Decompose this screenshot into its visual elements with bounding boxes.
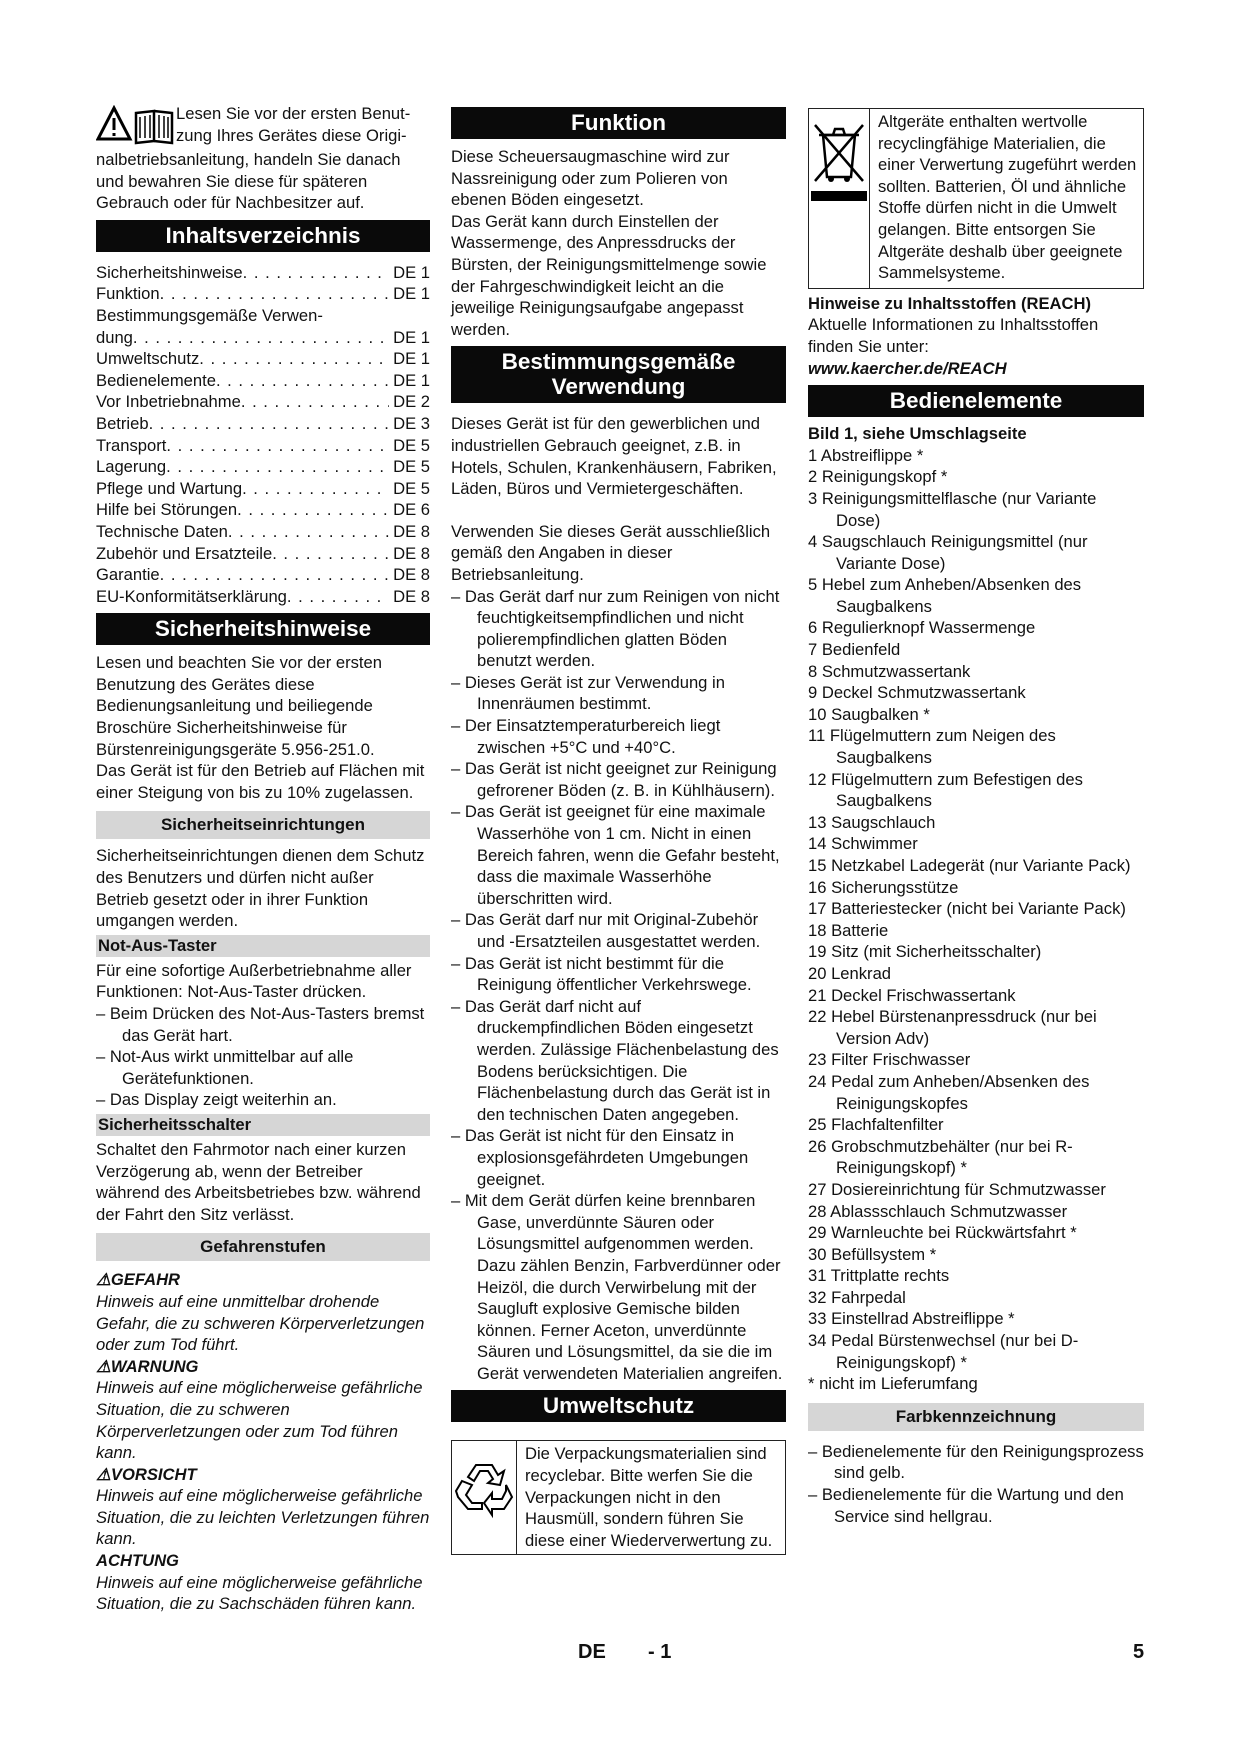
hazard-title: VORSICHT (110, 1464, 197, 1484)
control-item: 33 Einstellrad Abstreiflippe * (808, 1309, 1015, 1329)
controls-figure-ref: Bild 1, siehe Umschlagseite (808, 424, 1027, 444)
safety-paragraph-2: Das Gerät ist für den Betrieb auf Flächen mit einer Steigung von bis zu 10% zugelassen. (96, 761, 425, 802)
toc-dot-leader (287, 586, 389, 608)
toc-entry-page: DE 6 (393, 500, 430, 520)
toc-dot-leader (237, 499, 389, 521)
list-item: – Das Gerät ist nicht geeignet zur Reinigung gefrorener Böden (z. B. in Kühlhäusern). (451, 759, 777, 800)
control-item: 4 Saugschlauch Reinigungsmittel (nur Variante Dose) (808, 532, 1088, 573)
toc-entry-label: Bedienelemente (96, 370, 216, 390)
hazard-title: ACHTUNG (96, 1551, 179, 1571)
control-item: 13 Saugschlauch (808, 812, 936, 832)
function-paragraph-1: Diese Scheuersaugmaschine wird zur Nassreinigung oder zum Polieren von ebenen Böden eingesetzt. (451, 147, 730, 210)
safety-paragraph-1: Lesen und beachten Sie vor der ersten Benutzung des Gerätes diese Bedienungsanleitung und beiliegende Broschüre Sicherheitshinweise für Bürstenreinigungsgeräte 5.956-251.0. (96, 653, 382, 759)
toc-dot-leader (166, 456, 389, 478)
toc-entry[interactable] (96, 521, 430, 543)
control-item: 17 Batteriestecker (nicht bei Variante Pack) (808, 899, 1126, 919)
toc-entry-page: DE 1 (393, 349, 430, 369)
environment-heading: Umweltschutz (451, 1390, 786, 1422)
control-item: 8 Schmutzwassertank (808, 661, 971, 681)
footer-language: DE (578, 1641, 606, 1663)
control-item: 16 Sicherungsstütze (808, 877, 959, 897)
crossed-bin-icon (809, 119, 869, 203)
hazard-title: WARNUNG (110, 1356, 199, 1376)
safety-switch-heading: Sicherheitsschalter (96, 1114, 430, 1136)
toc-entry-page: DE 8 (393, 565, 430, 585)
hazard-levels-heading: Gefahrenstufen (96, 1233, 430, 1261)
intro-icons (96, 105, 176, 149)
list-item: – Das Gerät ist nicht für den Einsatz in explosionsgefährdeten Umgebungen geeignet. (451, 1126, 749, 1189)
control-item: 21 Deckel Frischwassertank (808, 985, 1016, 1005)
toc-dot-leader (166, 435, 389, 457)
intended-use-heading-line-2: Verwendung (551, 374, 686, 400)
toc-dot-leader (160, 564, 389, 586)
warning-triangle-icon: ⚠ (96, 1464, 111, 1484)
control-item: 32 Fahrpedal (808, 1287, 906, 1307)
list-item: – Das Gerät ist nicht bestimmt für die Reinigung öffentlicher Verkehrswege. (451, 953, 752, 995)
toc-entry-label: Betrieb (96, 413, 149, 433)
toc-entry-label: Umweltschutz (96, 349, 200, 369)
reach-text: Aktuelle Informationen zu Inhaltsstoffen finden Sie unter: (808, 315, 1099, 356)
control-item: 12 Flügelmuttern zum Befestigen des Saugbalkens (808, 769, 1083, 811)
hazard-title: GEFAHR (110, 1270, 181, 1290)
toc-entry-page: DE 1 (393, 370, 430, 390)
footer-page-number: 5 (1133, 1641, 1145, 1663)
hazard-text: Hinweis auf eine unmittelbar drohende Gefahr, die zu schweren Körperverletzungen oder zum Tod führt. (96, 1291, 425, 1355)
control-item: 20 Lenkrad (808, 963, 892, 983)
weee-icon-cell (809, 109, 870, 288)
color-coding-heading: Farbkennzeichnung (808, 1403, 1144, 1431)
toc-entry[interactable] (96, 564, 430, 586)
toc-entry-page: DE 5 (393, 435, 430, 455)
toc-entry-page: DE 5 (393, 457, 430, 477)
old-devices-text: Altgeräte enthalten wertvolle recyclingfähige Materialien, die einer Verwertung zugeführt werden sollten. Batterien, Öl und ähnliche Stoffe dürfen nicht in die Umwelt gelangen. Bitte entsorgen Sie Altgeräte deshalb über geeignete Sammelsysteme. (878, 112, 1137, 283)
toc-entry[interactable] (96, 370, 430, 392)
hazard-text: Hinweis auf eine möglicherweise gefährliche Situation, die zu schweren Körperverletzungen oder zum Tod führen kann. (96, 1378, 423, 1463)
list-item: – Das Gerät darf nur mit Original-Zubehör und -Ersatzteilen ausgestattet werden. (451, 910, 761, 951)
intended-use-heading (451, 346, 786, 403)
control-item: 5 Hebel zum Anheben/Absenken des Saugbalkens (808, 575, 1082, 616)
toc-entry[interactable] (96, 262, 430, 284)
toc-entry-label: Bestimmungsgemäße Verwen- (96, 305, 323, 325)
toc-entry-page: DE 1 (393, 327, 430, 347)
toc-entry-page: DE 3 (393, 413, 430, 433)
control-item: 7 Bedienfeld (808, 640, 901, 660)
control-item: 3 Reinigungsmittelflasche (nur Variante Dose) (808, 488, 1097, 530)
control-item: 6 Regulierknopf Wassermenge (808, 618, 1036, 638)
toc-entry[interactable] (96, 543, 430, 565)
control-item: 26 Grobschmutzbehälter (nur bei R-Reinigungskopf) * (808, 1136, 1073, 1178)
control-item: 22 Hebel Bürstenanpressdruck (nur bei Version Adv) (808, 1007, 1097, 1048)
intended-use-paragraph-1: Dieses Gerät ist für den gewerblichen und industriellen Gebrauch geeignet, z.B. in Hotels, Schulen, Krankenhäusern, Fabriken, Läden, Büros und Vermietergeschäften. (451, 414, 777, 499)
toc-entry-page: DE 1 (393, 262, 430, 282)
toc-entry-label: Hilfe bei Störungen (96, 500, 238, 520)
function-paragraph-2: Das Gerät kann durch Einstellen der Wassermenge, des Anpressdrucks der Bürsten, der Reinigungsmittelmenge sowie der Fahrgeschwindigkeit leicht an die jeweilige Reinigungsaufgabe angepasst werden. (451, 211, 767, 339)
toc-entry-page: DE 2 (393, 392, 430, 412)
color-coding-item-1: – Bedienelemente für den Reinigungsprozess sind gelb. (808, 1441, 1144, 1483)
toc-entry-page: DE 1 (393, 284, 430, 304)
toc-dot-leader (149, 413, 390, 435)
color-coding-item-2: – Bedienelemente für die Wartung und den Service sind hellgrau. (808, 1485, 1124, 1526)
toc-heading: Inhaltsverzeichnis (96, 220, 430, 252)
toc-entry[interactable] (96, 348, 430, 370)
toc-dot-leader (241, 391, 389, 413)
hazard-level-caution (96, 1464, 430, 1550)
toc-dot-leader (216, 370, 389, 392)
control-item: 9 Deckel Schmutzwassertank (808, 683, 1026, 703)
toc-entry-page: DE 8 (393, 586, 430, 606)
function-heading: Funktion (451, 107, 786, 139)
old-devices-box (808, 108, 1144, 289)
control-item: 14 Schwimmer (808, 834, 918, 854)
list-item: – Das Gerät darf nur zum Reinigen von nicht feuchtigkeitsempfindlichen und nicht polierempfindlichen glatten Böden benutzt werden. (451, 586, 780, 671)
toc-entry[interactable] (96, 499, 430, 521)
toc-entry-label: Technische Daten (96, 521, 228, 541)
estop-item-3: – Das Display zeigt weiterhin an. (96, 1090, 337, 1110)
toc-entry[interactable] (96, 586, 430, 608)
control-item: 27 Dosiereinrichtung für Schmutzwasser (808, 1179, 1106, 1199)
control-item: 34 Pedal Bürstenwechsel (nur bei D-Reinigungskopf) * (808, 1331, 1079, 1372)
control-item: 11 Flügelmuttern zum Neigen des Saugbalkens (808, 726, 1056, 768)
toc-dot-leader (160, 283, 389, 305)
list-item: – Dieses Gerät ist zur Verwendung in Innenräumen bestimmt. (451, 672, 725, 714)
estop-item-2: – Not-Aus wirkt unmittelbar auf alle Gerätefunktionen. (96, 1047, 354, 1088)
list-item: – Der Einsatztemperaturbereich liegt zwischen +5°C und +40°C. (451, 716, 721, 757)
recycling-icon-cell (452, 1441, 517, 1554)
controls-list (808, 445, 1144, 1374)
warning-triangle-icon: ⚠ (96, 1270, 111, 1290)
control-item: 31 Trittplatte rechts (808, 1266, 950, 1286)
recycling-icon (452, 1457, 516, 1521)
control-item: 24 Pedal zum Anheben/Absenken des Reinigungskopfes (808, 1071, 1090, 1113)
control-item: 1 Abstreiflippe * (808, 445, 924, 465)
warning-and-manual-icon (96, 105, 176, 145)
warning-triangle-icon: ⚠ (96, 1356, 111, 1376)
toc-entry-label: dung (96, 327, 133, 347)
hazard-text: Hinweis auf eine möglicherweise gefährliche Situation, die zu Sachschäden führen kann. (96, 1572, 423, 1614)
list-item: – Das Gerät ist geeignet für eine maximale Wasserhöhe von 1 cm. Nicht in einen Bereich fahren, wenn die Gefahr besteht, dass die maximale Wasserhöhe überschritten wird. (451, 802, 780, 908)
safety-devices-heading: Sicherheitseinrichtungen (96, 811, 430, 839)
hazard-level-danger (96, 1269, 430, 1355)
control-item: 28 Ablassschlauch Schmutzwasser (808, 1201, 1068, 1221)
estop-heading: Not-Aus-Taster (96, 935, 430, 957)
toc-entry[interactable] (96, 478, 430, 500)
column-left (96, 103, 430, 1615)
packaging-text: Die Verpackungsmaterialien sind recyclebar. Bitte werfen Sie die Verpackungen nicht in den Hausmüll, sondern führen Sie diese einer Wiederverwertung zu. (525, 1444, 773, 1550)
safety-switch-text: Schaltet den Fahrmotor nach einer kurzen Verzögerung ab, wenn der Betreiber während des Arbeitsbetriebes bzw. während der Fahrt den Sitz verlässt. (96, 1139, 421, 1224)
toc-dot-leader (228, 521, 389, 543)
hazard-level-warning (96, 1356, 430, 1464)
control-item: 23 Filter Frischwasser (808, 1050, 971, 1070)
safety-devices-text: Sicherheitseinrichtungen dienen dem Schutz des Benutzers und dürfen nicht außer Betrieb gesetzt oder in ihrer Funktion umgangen werden. (96, 846, 425, 931)
toc-dot-leader (199, 348, 389, 370)
toc-entry-label: Funktion (96, 284, 160, 304)
reach-link[interactable]: www.kaercher.de/REACH (808, 358, 1007, 378)
hazard-level-attention (96, 1550, 430, 1615)
toc-entry-label: Zubehör und Ersatzteile (96, 543, 273, 563)
intro-line-2: zung Ihres Gerätes diese Origi- (176, 125, 407, 145)
toc-entry[interactable] (96, 435, 430, 457)
toc-entry[interactable] (96, 456, 430, 478)
intended-use-heading-line-1: Bestimmungsgemäße (501, 349, 736, 375)
column-right (808, 108, 1144, 1527)
control-item: 19 Sitz (mit Sicherheitsschalter) (808, 942, 1042, 962)
controls-heading: Bedienelemente (808, 385, 1144, 417)
control-item: 2 Reinigungskopf * (808, 467, 948, 487)
toc-entry-label: Sicherheitshinweise (96, 262, 243, 282)
toc-entry[interactable] (96, 413, 430, 435)
toc-entry-page: DE 5 (393, 478, 430, 498)
toc-entry[interactable] (96, 327, 430, 349)
reach-heading: Hinweise zu Inhaltsstoffen (REACH) (808, 293, 1092, 313)
toc-dot-leader (243, 262, 389, 284)
control-item: 15 Netzkabel Ladegerät (nur Variante Pack) (808, 856, 1131, 875)
toc-entry[interactable] (96, 391, 430, 413)
controls-footnote: * nicht im Lieferumfang (808, 1374, 978, 1394)
toc-entry[interactable] (96, 305, 430, 327)
intro-rest: nalbetriebsanleitung, handeln Sie danach und bewahren Sie diese für späteren Gebrauch oder für Nachbesitzer auf. (96, 150, 401, 213)
control-item: 30 Befüllsystem * (808, 1244, 937, 1264)
list-item: – Mit dem Gerät dürfen keine brennbaren Gase, unverdünnte Säuren oder Lösungsmittel aufgenommen werden. Dazu zählen Benzin, Farbverdünner oder Heizöl, die durch Verwirbelung mit der Saugluft explosive Gemische bilden können. Ferner Aceton, unverdünnte Säuren und Lösungsmittel, da sie die im Gerät verwendeten Materialien angreifen. (451, 1191, 783, 1383)
packaging-recycling-box (451, 1440, 786, 1555)
toc-entry[interactable] (96, 283, 430, 305)
intended-use-list (451, 586, 786, 1385)
intro-line-1: Lesen Sie vor der ersten Benut- (176, 104, 411, 123)
intro-block (96, 103, 430, 214)
list-item: – Das Gerät darf nicht auf druckempfindlichen Böden eingesetzt werden. Zulässige Flächenbelastung des Bodens berücksichtigen. Die Flächenbelastung durch das Gerät ist in den technischen Daten angegeben. (451, 996, 779, 1124)
toc-dot-leader (272, 543, 389, 565)
toc-dot-leader (133, 327, 389, 349)
estop-text: Für eine sofortige Außerbetriebnahme aller Funktionen: Not-Aus-Taster drücken. (96, 960, 412, 1002)
toc-entry-label: Lagerung (96, 457, 167, 477)
hazard-text: Hinweis auf eine möglicherweise gefährliche Situation, die zu leichten Verletzungen führen kann. (96, 1486, 430, 1549)
toc-entry-label: Pflege und Wartung (96, 478, 243, 498)
toc-dot-leader (242, 478, 389, 500)
toc-entry-page: DE 8 (393, 521, 430, 541)
footer-subpage: - 1 (648, 1641, 672, 1663)
intended-use-paragraph-2: Verwenden Sie dieses Gerät ausschließlich gemäß den Angaben in dieser Betriebsanleitung. (451, 521, 771, 584)
control-item: 10 Saugbalken * (808, 704, 930, 724)
toc-entry-label: Transport (96, 435, 167, 455)
estop-item-1: – Beim Drücken des Not-Aus-Tasters bremst das Gerät hart. (96, 1004, 425, 1045)
control-item: 18 Batterie (808, 920, 889, 940)
toc-entry-page: DE 8 (393, 543, 430, 563)
safety-heading: Sicherheitshinweise (96, 613, 430, 645)
toc-list (96, 262, 430, 608)
toc-entry-label: EU-Konformitätserklärung (96, 586, 287, 606)
control-item: 29 Warnleuchte bei Rückwärtsfahrt * (808, 1223, 1077, 1243)
control-item: 25 Flachfaltenfilter (808, 1115, 944, 1135)
column-middle (451, 105, 786, 1555)
toc-entry-label: Vor Inbetriebnahme (96, 392, 241, 412)
toc-entry-label: Garantie (96, 565, 160, 585)
